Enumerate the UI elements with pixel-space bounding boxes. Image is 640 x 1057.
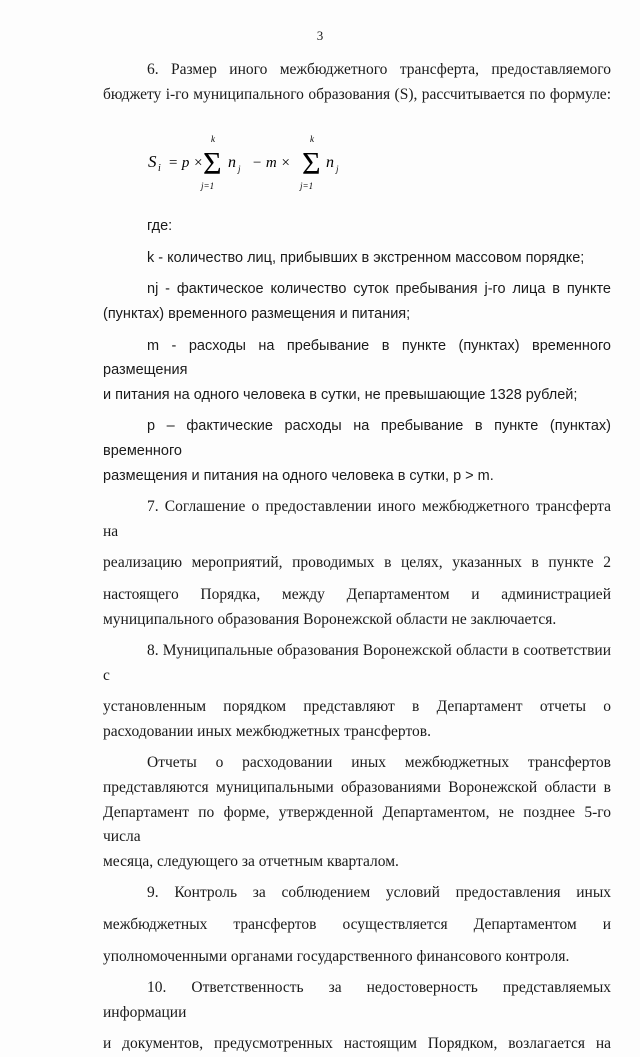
sum-1-upper: k bbox=[211, 134, 215, 144]
paragraph-8-line-1: 8. Муниципальные образования Воронежской области в соответствии с bbox=[103, 642, 611, 684]
formula bbox=[148, 134, 408, 194]
paragraph-9-line-1: 9. Контроль за соблюдением условий предоставления иных bbox=[147, 884, 611, 902]
sum-2-sigma: Σ bbox=[302, 145, 321, 181]
paragraph-8-line-2: установленным порядком представляют в Департамент отчеты о bbox=[103, 698, 611, 716]
definition-k: k - количество лиц, прибывших в экстренном массовом порядке; bbox=[147, 249, 585, 266]
paragraph-10-line-1: 10. Ответственность за недостоверность представляемых информации bbox=[103, 979, 611, 1021]
paragraph-8-line-3: расходовании иных межбюджетных трансфертов. bbox=[103, 722, 431, 740]
paragraph-6-line-2: бюджету i-го муниципального образования (S), рассчитывается по формуле: bbox=[103, 85, 611, 103]
paragraph-7-line-3: настоящего Порядка, между Департаментом и администрацией bbox=[103, 585, 611, 603]
reports-line-4: месяца, следующего за отчетным кварталом. bbox=[103, 852, 399, 870]
sum-1-lower: j=1 bbox=[201, 181, 215, 191]
definition-m-line-2: и питания на одного человека в сутки, не превышающие 1328 рублей; bbox=[103, 386, 578, 403]
paragraph-7-line-4: муниципального образования Воронежской области не заключается. bbox=[103, 610, 557, 628]
definition-m-line-1: m - расходы на пребывание в пункте (пунктах) временного размещения bbox=[103, 337, 611, 379]
sum-1-body-sub: j bbox=[238, 164, 241, 174]
paragraph-9-line-2: межбюджетных трансфертов осуществляется Департаментом и bbox=[103, 916, 611, 934]
definition-n-line-1: nj - фактическое количество суток пребывания j-го лица в пункте bbox=[147, 281, 611, 298]
sum-2-body-sub: j bbox=[336, 164, 339, 174]
sum-1-body: n bbox=[228, 154, 236, 171]
reports-line-1: Отчеты о расходовании иных межбюджетных трансфертов bbox=[147, 754, 611, 772]
reports-line-3: Департамент по форме, утвержденной Департаментом, не позднее 5-го числа bbox=[103, 803, 611, 846]
sum-1-sigma: Σ bbox=[203, 145, 222, 181]
where-label: где: bbox=[147, 218, 173, 235]
definition-n-line-2: (пунктах) временного размещения и питания; bbox=[103, 305, 411, 322]
definition-p-line-1: p – фактические расходы на пребывание в пункте (пунктах) временного bbox=[103, 418, 611, 459]
formula-lhs: S bbox=[148, 152, 157, 171]
paragraph-7-line-2: реализацию мероприятий, проводимых в целях, указанных в пункте 2 bbox=[103, 554, 611, 572]
paragraph-6-line-1: 6. Размер иного межбюджетного трансферта, предоставляемого bbox=[147, 61, 611, 78]
formula-lhs-sub: i bbox=[158, 163, 161, 174]
formula-svg bbox=[148, 134, 408, 194]
document-body bbox=[103, 58, 611, 1057]
paragraph-10-line-2: и документов, предусмотренных настоящим Порядком, возлагается на bbox=[103, 1035, 611, 1053]
reports-line-2: представляются муниципальными образованиями Воронежской области в bbox=[103, 779, 611, 797]
sum-2-body: n bbox=[326, 154, 334, 171]
paragraph-7-line-1: 7. Соглашение о предоставлении иного межбюджетного трансферта на bbox=[103, 498, 611, 540]
definition-p-line-2: размещения и питания на одного человека в сутки, p > m. bbox=[103, 467, 494, 484]
formula-eq: = p × bbox=[168, 155, 204, 171]
formula-minus: − m × bbox=[252, 155, 291, 171]
sum-2-lower: j=1 bbox=[300, 181, 314, 191]
page-number: 3 bbox=[316, 28, 324, 43]
sum-2-upper: k bbox=[310, 134, 314, 144]
paragraph-9-line-3: уполномоченными органами государственного финансового контроля. bbox=[103, 947, 570, 965]
